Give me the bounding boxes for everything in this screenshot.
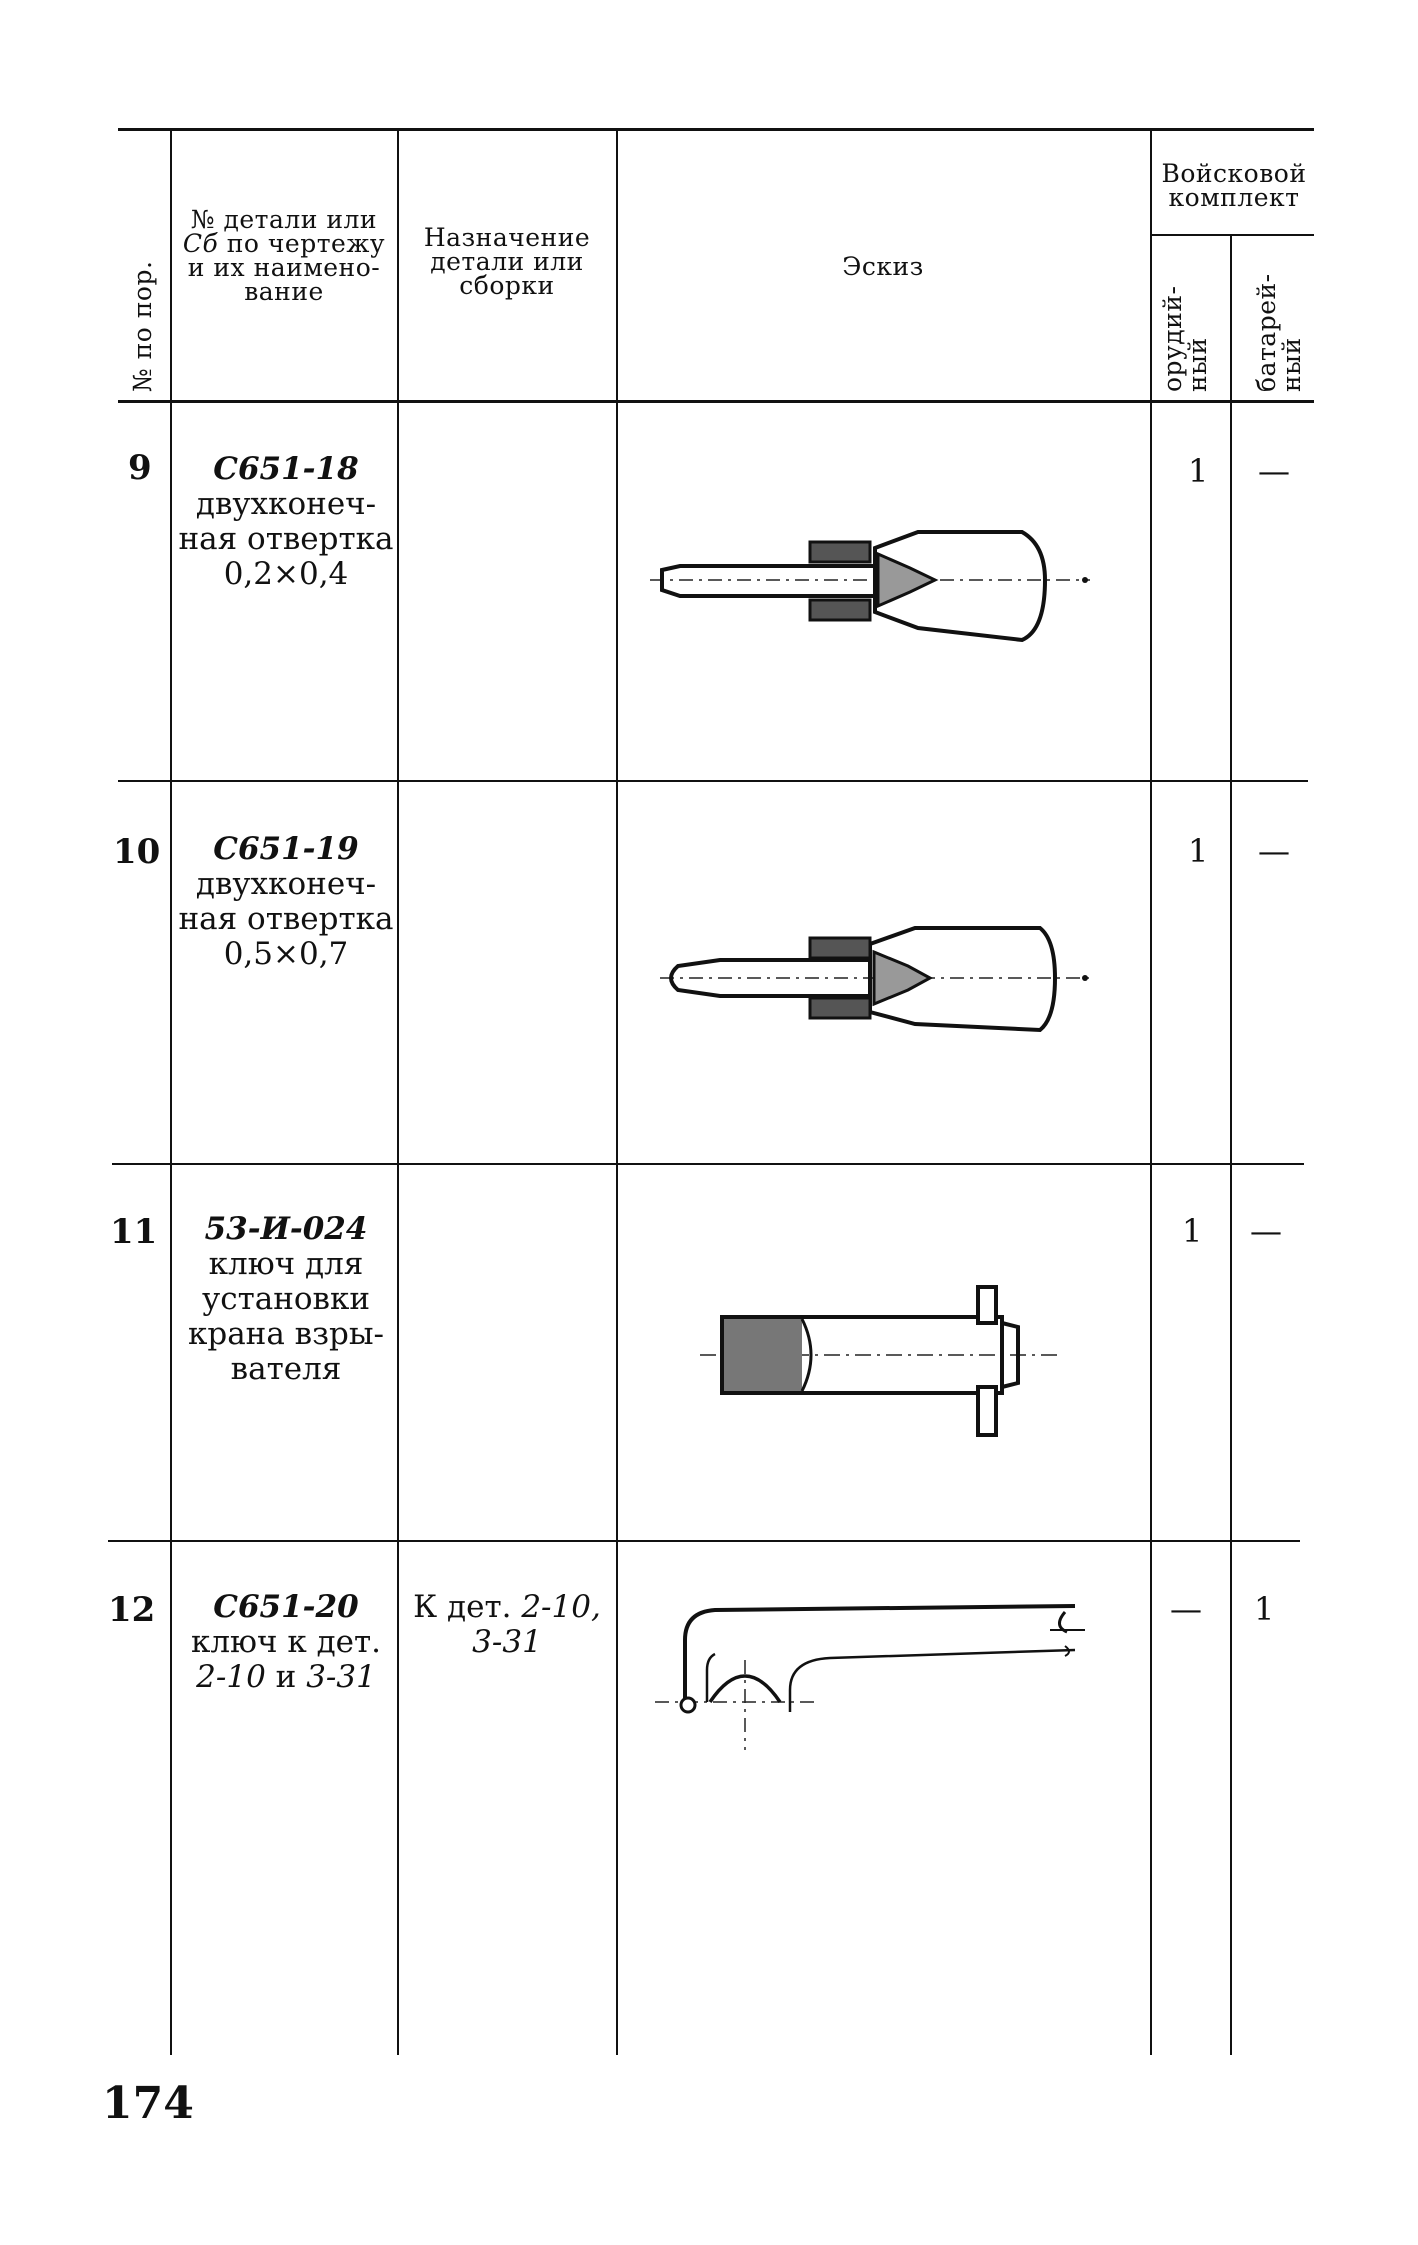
header-part-line2-italic: Сб	[182, 229, 219, 258]
screwdriver-sketch-10	[660, 900, 1100, 1060]
kit-header-rule	[1150, 234, 1314, 236]
row-separator-9-10	[118, 780, 1308, 782]
header-col-battery	[1254, 273, 1304, 392]
header-col-sketch	[618, 252, 1148, 281]
col-divider-kit	[1230, 236, 1232, 2055]
row-11-number: 11	[110, 1212, 158, 1252]
header-purpose-line1: Назначение	[423, 223, 591, 252]
row-12-name-line1: ключ к дет.	[190, 1624, 382, 1660]
row-11-name-line2: установки	[201, 1281, 371, 1317]
header-col-part	[172, 205, 396, 306]
row-11-code: 53-И-024	[204, 1211, 368, 1247]
row-12-part	[175, 1590, 397, 1695]
page-number: 174	[102, 2078, 194, 2129]
header-purpose-line3: сборки	[459, 271, 555, 300]
row-12-battery-qty: 1	[1254, 1590, 1275, 1628]
header-col-kit	[1152, 159, 1316, 212]
row-11-gun-qty: 1	[1182, 1212, 1203, 1250]
row-9-name-line1: двухконеч-	[195, 486, 377, 522]
fuze-key-sketch-11	[700, 1275, 1070, 1445]
row-9-name-line3: 0,2×0,4	[223, 556, 349, 592]
row-12-ref1: 2-10	[196, 1659, 266, 1695]
header-part-line2-rest: по чертежу	[218, 229, 386, 258]
row-10-battery-qty: —	[1258, 832, 1290, 870]
header-col-gun	[1160, 286, 1210, 392]
row-11-name-line4: вателя	[230, 1351, 342, 1387]
row-10-number: 10	[113, 832, 161, 872]
row-12-purpose-line1	[399, 1590, 615, 1625]
table-top-rule	[118, 128, 1314, 131]
row-10-gun-qty: 1	[1188, 832, 1209, 870]
row-separator-10-11	[112, 1163, 1304, 1165]
screwdriver-sketch-9	[650, 500, 1100, 680]
row-10-name-line2: ная отвертка	[178, 901, 394, 937]
row-12-number: 12	[108, 1590, 156, 1630]
row-11-part	[175, 1212, 397, 1387]
row-9-code: С651-18	[213, 451, 359, 487]
header-part-line1: № детали или	[190, 205, 378, 234]
row-12-code: С651-20	[213, 1589, 359, 1625]
header-part-line3: и их наимено-	[187, 253, 381, 282]
row-9-part	[175, 452, 397, 592]
header-col-purpose	[399, 223, 615, 300]
row-10-code: С651-19	[213, 831, 359, 867]
header-bottom-rule	[118, 400, 1314, 403]
row-12-purpose-ref1: 2-10,	[521, 1589, 601, 1625]
header-kit-line2: комплект	[1168, 183, 1300, 212]
header-battery-line1: батарей-	[1252, 273, 1281, 392]
row-12-gun-qty: —	[1170, 1590, 1202, 1628]
row-10-name-line1: двухконеч-	[195, 866, 377, 902]
row-12-purpose-prefix: К дет.	[413, 1589, 522, 1625]
row-11-name-line3: крана взры-	[187, 1316, 385, 1352]
header-battery-line2: ный	[1277, 337, 1306, 392]
header-purpose-line2: детали или	[430, 247, 584, 276]
row-11-battery-qty: —	[1250, 1212, 1282, 1250]
col-divider-purpose	[616, 130, 618, 2055]
header-gun-line1: орудий-	[1158, 285, 1187, 392]
row-12-purpose	[399, 1590, 615, 1660]
row-11-name-line1: ключ для	[208, 1246, 364, 1282]
col-divider-no	[170, 130, 172, 2055]
row-9-number: 9	[128, 448, 152, 488]
header-part-line4: вание	[244, 277, 324, 306]
header-col-no	[130, 261, 155, 392]
row-10-name-line3: 0,5×0,7	[223, 936, 349, 972]
header-sketch-text: Эскиз	[842, 252, 924, 281]
row-12-name-line2	[175, 1660, 397, 1695]
header-gun-line2: ный	[1183, 337, 1212, 392]
row-separator-11-12	[108, 1540, 1300, 1542]
row-12-and: и	[265, 1659, 307, 1695]
col-divider-part	[397, 130, 399, 2055]
col-divider-sketch	[1150, 130, 1152, 2055]
row-12-purpose-ref2: 3-31	[472, 1624, 542, 1660]
hook-key-sketch-12	[655, 1590, 1095, 1760]
row-9-name-line2: ная отвертка	[178, 521, 394, 557]
header-kit-line1: Войсковой	[1161, 159, 1307, 188]
row-9-battery-qty: —	[1258, 452, 1290, 490]
row-9-gun-qty: 1	[1188, 452, 1209, 490]
row-12-ref2: 3-31	[306, 1659, 376, 1695]
row-10-part	[175, 832, 397, 972]
header-col-no-text: № по пор.	[128, 260, 157, 392]
